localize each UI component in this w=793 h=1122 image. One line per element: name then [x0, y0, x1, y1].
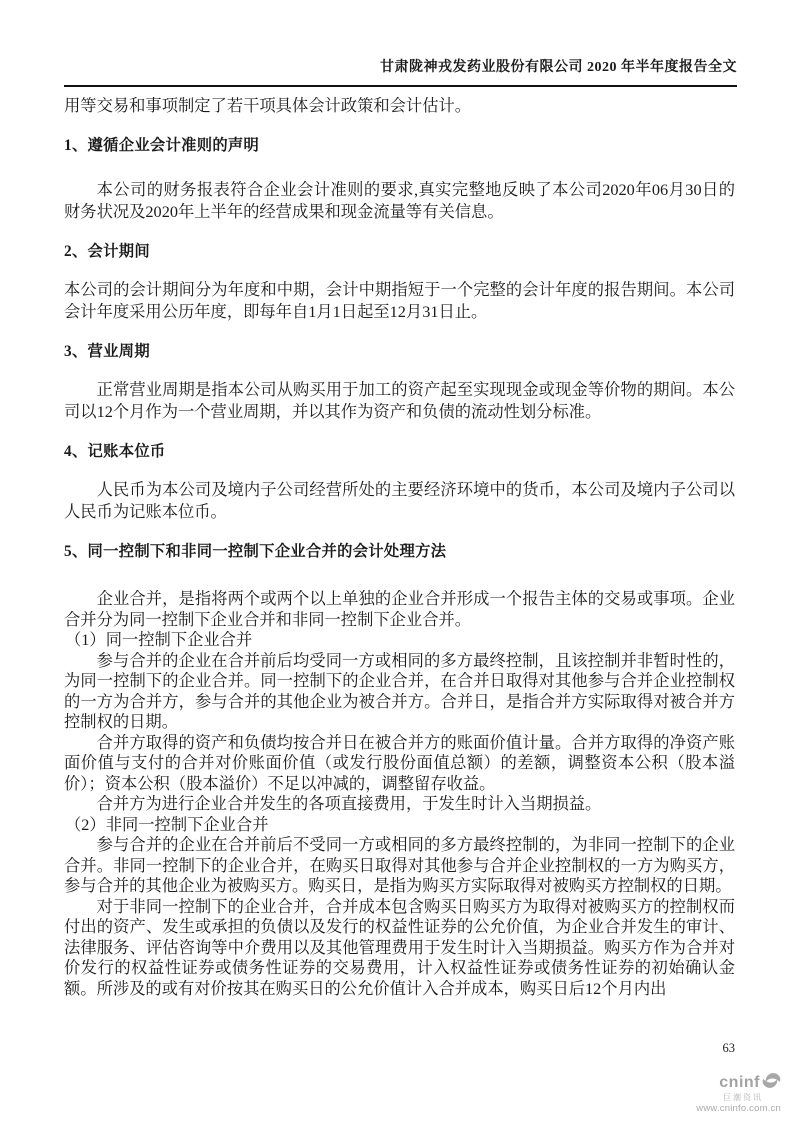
section-4-paragraph: 人民币为本公司及境内子公司经营所处的主要经济环境中的货币，本公司及境内子公司以人民币为记账本位币。 — [64, 480, 735, 521]
subitem-2-paragraph-2: 对于非同一控制下的企业合并，合并成本包含购买日购买方为取得对被购买方的控制权而付出的资产、发生或承担的负债以及发行的权益性证券的公允价值，为企业合并发生的审计、法律服务、评估咨询等中介费用以及其他管理费用于发生时计入当期损益。购买方作为合并对价发行的权益性证券或债务性证券的交易费用，计入权益性证券或债务性证券的初始确认金额。所涉及的或有对价按其在购买日的公允价值计入合并成本，购买日后12个月内出 — [64, 896, 735, 998]
section-heading-5: 5、同一控制下和非同一控制下企业合并的会计处理方法 — [64, 543, 447, 560]
subitem-2-paragraph-1: 参与合并的企业在合并前后不受同一方或相同的多方最终控制的，为非同一控制下的企业合并。非同一控制下的企业合并，在购买日取得对其他参与合并企业控制权的一方为购买方，参与合并的其他企业为被购买方。购买日，是指为购买方实际取得对被购买方控制权的日期。 — [64, 835, 735, 895]
subitem-1-paragraph-1: 参与合并的企业在合并前后均受同一方或相同的多方最终控制，且该控制并非暂时性的，为同一控制下的企业合并。同一控制下的企业合并，在合并日取得对其他参与合并企业控制权的一方为合并方，参与合并的其他企业为被合并方。合并日，是指合并方实际取得对被合并方控制权的日期。 — [64, 650, 735, 731]
cninfo-brand-text: cninf — [719, 1074, 760, 1091]
subitem-1-heading: （1）同一控制下企业合并 — [65, 630, 253, 649]
cninfo-swirl-icon — [762, 1072, 781, 1093]
report-header — [64, 57, 737, 87]
cninfo-chinese-name: 巨潮资讯 — [723, 1092, 763, 1102]
section-heading-4: 4、记账本位币 — [64, 443, 166, 460]
section-heading-3: 3、营业周期 — [64, 343, 150, 360]
subitem-1-paragraph-2: 合并方取得的资产和负债均按合并日在被合并方的账面价值计量。合并方取得的净资产账面价值与支付的合并对价账面价值（或发行股份面值总额）的差额，调整资本公积（股本溢价）；资本公积（股本溢价）不足以冲减的，调整留存收益。 — [64, 732, 735, 793]
cninfo-url: www.cninfo.com.cn — [696, 1102, 781, 1114]
continuation-paragraph: 用等交易和事项制定了若干项具体会计政策和会计估计。 — [64, 96, 472, 115]
report-header-title: 甘肃陇神戎发药业股份有限公司 2020 年半年度报告全文 — [380, 60, 737, 75]
section-heading-2: 2、会计期间 — [64, 243, 150, 260]
section-3-paragraph: 正常营业周期是指本公司从购买用于加工的资产起至实现现金或现金等价物的期间。本公司以12个月作为一个营业周期，并以其作为资产和负债的流动性划分标准。 — [64, 380, 735, 421]
section-5-intro-paragraph: 企业合并，是指将两个或两个以上单独的企业合并形成一个报告主体的交易或事项。企业合并分为同一控制下企业合并和非同一控制下企业合并。 — [64, 589, 735, 629]
section-2-paragraph: 本公司的会计期间分为年度和中期，会计中期指短于一个完整的会计年度的报告期间。本公司会计年度采用公历年度，即每年自1月1日起至12月31日止。 — [64, 280, 735, 321]
section-heading-1: 1、遵循企业会计准则的声明 — [64, 137, 260, 154]
document-body — [64, 95, 735, 999]
section-1-paragraph: 本公司的财务报表符合企业会计准则的要求,真实完整地反映了本公司2020年06月30日的财务状况及2020年上半年的经营成果和现金流量等有关信息。 — [64, 180, 735, 221]
page-number: 63 — [722, 1041, 735, 1055]
cninfo-logo — [696, 1074, 781, 1114]
subitem-2-heading: （2）非同一控制下企业合并 — [65, 814, 269, 834]
subitem-1-paragraph-3: 合并方为进行企业合并发生的各项直接费用，于发生时计入当期损益。 — [96, 794, 602, 813]
